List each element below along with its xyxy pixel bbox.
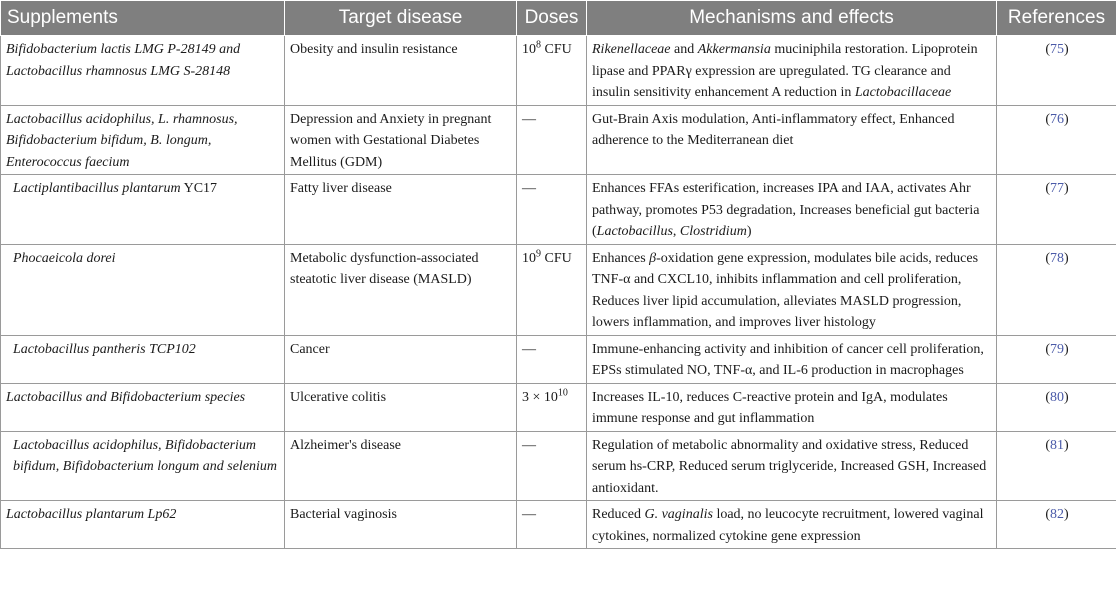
header-target-disease: Target disease	[285, 1, 517, 36]
reference-link[interactable]: 78	[1050, 250, 1064, 266]
dose-exponent: 9	[536, 247, 541, 259]
mechanism-taxon: Clostridium	[679, 224, 747, 239]
mechanism-text: load, no leucocyte recruitment, lowered vaginal cytokines, normalized cytokine gene expression	[592, 507, 984, 544]
table-row	[1, 36, 1116, 106]
dose-exponent: 10	[557, 386, 568, 398]
supplement-taxon: Lactobacillus acidophilus, Bifidobacterium bifidum, Bifidobacterium longum and selenium	[13, 437, 278, 474]
table-row	[1, 105, 1116, 175]
supplement-cell: Lactobacillus acidophilus, L. rhamnosus, Bifidobacterium bifidum, B. longum, Enterococcus faecium	[1, 105, 285, 175]
mechanism-text: -oxidation gene expression, modulates bile acids, reduces TNF-α and CXCL10, inhibits inflammation and cell proliferation, Reduces liver lipid accumulation, alleviates MASLD progression, lowers inflammation, and improves liver histology	[592, 250, 979, 330]
table-row	[1, 175, 1116, 245]
mechanism-text: and	[670, 42, 698, 57]
table-row	[1, 335, 1116, 383]
dose-cell: —	[517, 175, 587, 245]
reference-link[interactable]: 76	[1050, 111, 1064, 127]
dose-cell: —	[517, 431, 587, 501]
target-disease-cell: Obesity and insulin resistance	[285, 36, 517, 106]
dose-cell: —	[517, 335, 587, 383]
mechanism-cell	[587, 244, 997, 335]
reference-link[interactable]: 82	[1050, 507, 1064, 522]
supplement-cell	[1, 244, 285, 335]
mechanism-cell	[587, 501, 997, 549]
target-disease-cell: Metabolic dysfunction-associated steatotic liver disease (MASLD)	[285, 244, 517, 335]
mechanism-text: muciniphila restoration. Lipoprotein lipase and PPARγ expression are upregulated. TG clearance and insulin sensitivity enhancement A reduction in	[592, 42, 978, 100]
dose-cell	[517, 244, 587, 335]
supplement-taxon: Lactobacillus pantheris TCP102	[13, 341, 196, 357]
supplement-cell	[1, 335, 285, 383]
reference-link[interactable]: 80	[1050, 389, 1064, 405]
dose-base: 3 × 10	[522, 389, 558, 405]
header-doses: Doses	[517, 1, 587, 36]
reference-link[interactable]: 79	[1050, 341, 1064, 357]
dose-cell	[517, 36, 587, 106]
table-row	[1, 431, 1116, 501]
supplement-cell	[1, 175, 285, 245]
dose-cell: —	[517, 501, 587, 549]
dose-cell: —	[517, 105, 587, 175]
mechanism-text: Reduced	[592, 507, 645, 522]
mechanism-cell: Immune-enhancing activity and inhibition of cancer cell proliferation, EPSs stimulated NO, TNF-α, and IL-6 production in macrophages	[587, 335, 997, 383]
header-row	[1, 1, 1116, 36]
dose-exponent: 8	[536, 39, 541, 51]
dose-base: 10	[522, 42, 536, 57]
target-disease-cell: Bacterial vaginosis	[285, 501, 517, 549]
mechanism-text: )	[746, 224, 752, 239]
target-disease-cell: Depression and Anxiety in pregnant women with Gestational Diabetes Mellitus (GDM)	[285, 105, 517, 175]
reference-cell: (81)	[997, 431, 1116, 501]
supplement-strain: YC17	[180, 181, 218, 196]
reference-cell: (75)	[997, 36, 1116, 106]
reference-cell: (78)	[997, 244, 1116, 335]
supplement-cell: Lactobacillus and Bifidobacterium species	[1, 383, 285, 431]
table-header	[1, 1, 1116, 36]
mechanism-symbol: β	[649, 250, 657, 266]
header-supplements: Supplements	[1, 1, 285, 36]
supplement-cell: Bifidobacterium lactis LMG P-28149 and Lactobacillus rhamnosus LMG S-28148	[1, 36, 285, 106]
mechanism-cell: Regulation of metabolic abnormality and oxidative stress, Reduced serum hs-CRP, Reduced serum triglyceride, Increased GSH, Increased antioxidant.	[587, 431, 997, 501]
mechanism-text: ,	[672, 224, 680, 239]
mechanism-taxon: G. vaginalis	[644, 507, 713, 522]
table-row	[1, 244, 1116, 335]
mechanism-taxon: Rikenellaceae	[592, 42, 671, 57]
target-disease-cell: Cancer	[285, 335, 517, 383]
mechanism-cell	[587, 36, 997, 106]
target-disease-cell: Alzheimer's disease	[285, 431, 517, 501]
reference-link[interactable]: 75	[1050, 42, 1064, 57]
mechanism-cell: Increases IL-10, reduces C-reactive protein and IgA, modulates immune response and gut inflammation	[587, 383, 997, 431]
dose-unit: CFU	[541, 42, 572, 57]
target-disease-cell: Fatty liver disease	[285, 175, 517, 245]
mechanism-cell: Gut-Brain Axis modulation, Anti-inflammatory effect, Enhanced adherence to the Mediterranean diet	[587, 105, 997, 175]
table-row	[1, 383, 1116, 431]
reference-cell: (82)	[997, 501, 1116, 549]
supplement-cell: Lactobacillus plantarum Lp62	[1, 501, 285, 549]
table-row	[1, 501, 1116, 549]
reference-cell: (76)	[997, 105, 1116, 175]
header-mechanisms: Mechanisms and effects	[587, 1, 997, 36]
mechanism-taxon: Akkermansia	[697, 42, 771, 57]
supplement-taxon: Lactiplantibacillus plantarum	[13, 181, 181, 196]
reference-cell: (77)	[997, 175, 1116, 245]
reference-cell: (80)	[997, 383, 1116, 431]
mechanism-cell	[587, 175, 997, 245]
mechanism-taxon: Lactobacillaceae	[854, 85, 952, 100]
target-disease-cell: Ulcerative colitis	[285, 383, 517, 431]
reference-link[interactable]: 77	[1050, 181, 1064, 196]
mechanism-text: Enhances	[592, 250, 650, 266]
header-references: References	[997, 1, 1116, 36]
reference-link[interactable]: 81	[1050, 437, 1064, 453]
table-body	[1, 36, 1116, 549]
reference-cell: (79)	[997, 335, 1116, 383]
mechanism-text: Enhances FFAs esterification, increases IPA and IAA, activates Ahr pathway, promotes P53 degradation, Increases beneficial gut bacteria (	[592, 181, 980, 239]
mechanism-taxon: Lactobacillus	[596, 224, 673, 239]
dose-unit: CFU	[541, 250, 572, 266]
supplement-cell	[1, 431, 285, 501]
supplement-taxon: Phocaeicola dorei	[13, 250, 116, 266]
dose-cell	[517, 383, 587, 431]
dose-base: 10	[522, 250, 536, 266]
